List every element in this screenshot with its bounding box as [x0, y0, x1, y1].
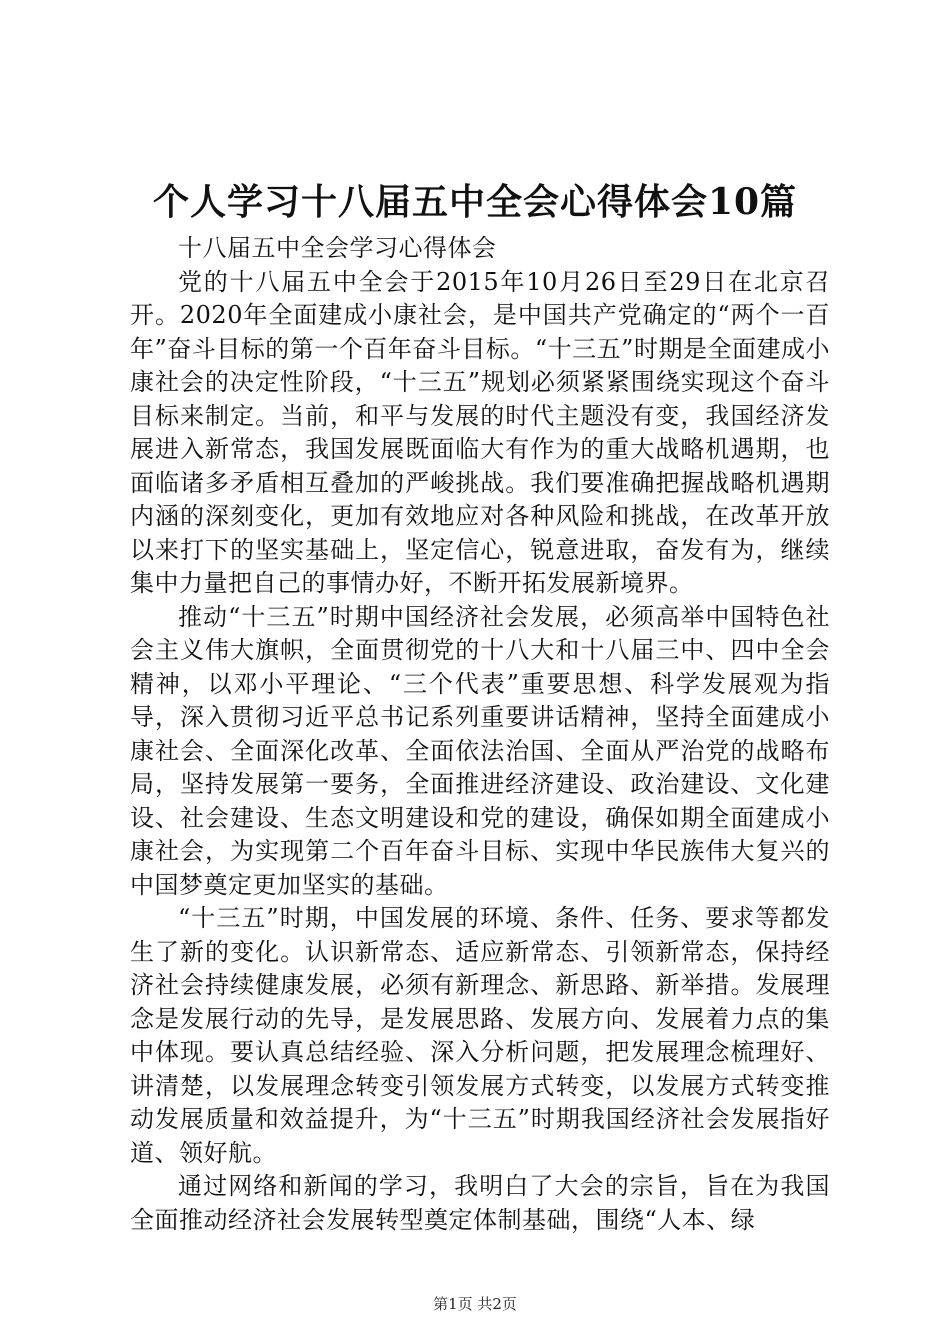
- body-paragraph-2: 推动“十三五”时期中国经济社会发展，必须高举中国特色社会主义伟大旗帜，全面贯彻党的十八大和十八届三中、四中全会精神，以邓小平理论、“三个代表”重要思想、科学发展观为指导，深入贯彻习近平总书记系列重要讲话精神，坚持全面建成小康社会、全面深化改革、全面依法治国、全面从严治党的战略布局，坚持发展第一要务，全面推进经济建设、政治建设、文化建设、社会建设、生态文明建设和党的建设，确保如期全面建成小康社会，为实现第二个百年奋斗目标、实现中华民族伟大复兴的中国梦奠定更加坚实的基础。: [130, 602, 830, 899]
- document-title: 个人学习十八届五中全会心得体会10篇: [152, 181, 798, 223]
- body-paragraph-3: “十三五”时期，中国发展的环境、条件、任务、要求等都发生了新的变化。认识新常态、适应新常态、引领新常态，保持经济社会持续健康发展，必须有新理念、新思路、新举措。发展理念是发展行动的先导，是发展思路、发展方向、发展着力点的集中体现。要认真总结经验、深入分析问题，把发展理念梳理好、讲清楚，以发展理念转变引领发展方式转变，以发展方式转变推动发展质量和效益提升，为“十三五”时期我国经济社会发展指好道、领好航。: [130, 904, 830, 1167]
- body-paragraph-1: 党的十八届五中全会于2015年10月26日至29日在北京召开。2020年全面建成小康社会，是中国共产党确定的“两个一百年”奋斗目标的第一个百年奋斗目标。“十三五”时期是全面建成小康社会的决定性阶段，“十三五”规划必须紧紧围绕实现这个奋斗目标来制定。当前，和平与发展的时代主题没有变，我国经济发展进入新常态，我国发展既面临大有作为的重大战略机遇期，也面临诸多矛盾相互叠加的严峻挑战。我们要准确把握战略机遇期内涵的深刻变化，更加有效地应对各种风险和挑战，在改革开放以来打下的坚实基础上，坚定信心，锐意进取，奋发有为，继续集中力量把自己的事情办好，不断开拓发展新境界。: [130, 267, 830, 597]
- document-body: [130, 232, 830, 1237]
- page-footer: 第1页 共2页: [433, 1295, 517, 1313]
- subtitle-paragraph: 十八届五中全会学习心得体会: [178, 234, 497, 262]
- body-paragraph-4: 通过网络和新闻的学习，我明白了大会的宗旨，旨在为我国全面推动经济社会发展转型奠定体制基础，围绕“人本、绿: [130, 1172, 830, 1234]
